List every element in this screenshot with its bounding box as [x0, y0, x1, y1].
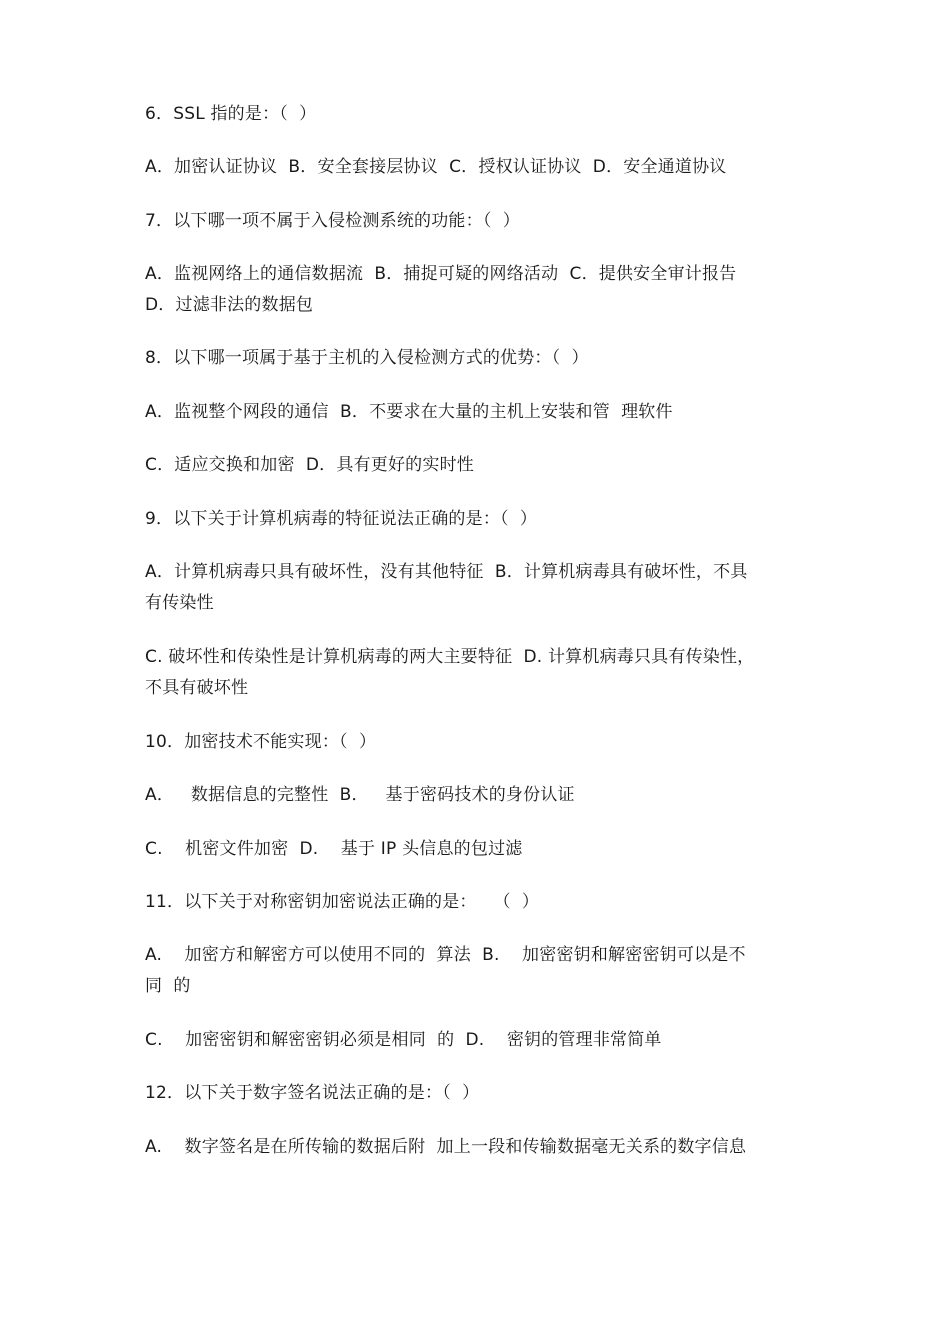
question-11-options-ab-line-2: 同 的 — [145, 976, 191, 996]
question-9-options-ab-line-2: 有传染性 — [145, 593, 214, 613]
question-7-options-line-2: D．过滤非法的数据包 — [145, 295, 314, 315]
question-6-options: A．加密认证协议 B．安全套接层协议 C．授权认证协议 D．安全通道协议 — [145, 157, 727, 177]
question-8-options-cd: C．适应交换和加密 D．具有更好的实时性 — [145, 455, 474, 475]
question-9-options-cd-line-1: C. 破坏性和传染性是计算机病毒的两大主要特征 D. 计算机病毒只具有传染性， — [145, 647, 755, 667]
question-11: 11．以下关于对称密钥加密说法正确的是： （ ） — [145, 892, 540, 912]
question-9-options-ab-line-1: A．计算机病毒只具有破坏性，没有其他特征 B．计算机病毒具有破坏性，不具 — [145, 562, 748, 582]
question-12: 12．以下关于数字签名说法正确的是：（ ） — [145, 1083, 480, 1103]
question-6: 6．SSL 指的是：（ ） — [145, 104, 317, 124]
question-9-options-cd-line-2: 不具有破坏性 — [145, 678, 249, 698]
question-10-options-cd: C. 机密文件加密 D. 基于 IP 头信息的包过滤 — [145, 839, 523, 859]
question-7-options-line-1: A．监视网络上的通信数据流 B．捕捉可疑的网络活动 C．提供安全审计报告 — [145, 264, 737, 284]
question-10-options-ab: A． 数据信息的完整性 B． 基于密码技术的身份认证 — [145, 785, 575, 805]
question-8: 8．以下哪一项属于基于主机的入侵检测方式的优势：（ ） — [145, 348, 589, 368]
question-9: 9．以下关于计算机病毒的特征说法正确的是：（ ） — [145, 509, 538, 529]
question-11-options-cd: C. 加密密钥和解密密钥必须是相同 的 D. 密钥的管理非常简单 — [145, 1030, 662, 1050]
question-11-options-ab-line-1: A. 加密方和解密方可以使用不同的 算法 B. 加密密钥和解密密钥可以是不 — [145, 945, 746, 965]
question-7: 7．以下哪一项不属于入侵检测系统的功能：（ ） — [145, 211, 520, 231]
question-12-option-a: A. 数字签名是在所传输的数据后附 加上一段和传输数据毫无关系的数字信息 — [145, 1137, 747, 1157]
question-10: 10．加密技术不能实现：（ ） — [145, 732, 377, 752]
question-8-options-ab: A．监视整个网段的通信 B．不要求在大量的主机上安装和管 理软件 — [145, 402, 673, 422]
